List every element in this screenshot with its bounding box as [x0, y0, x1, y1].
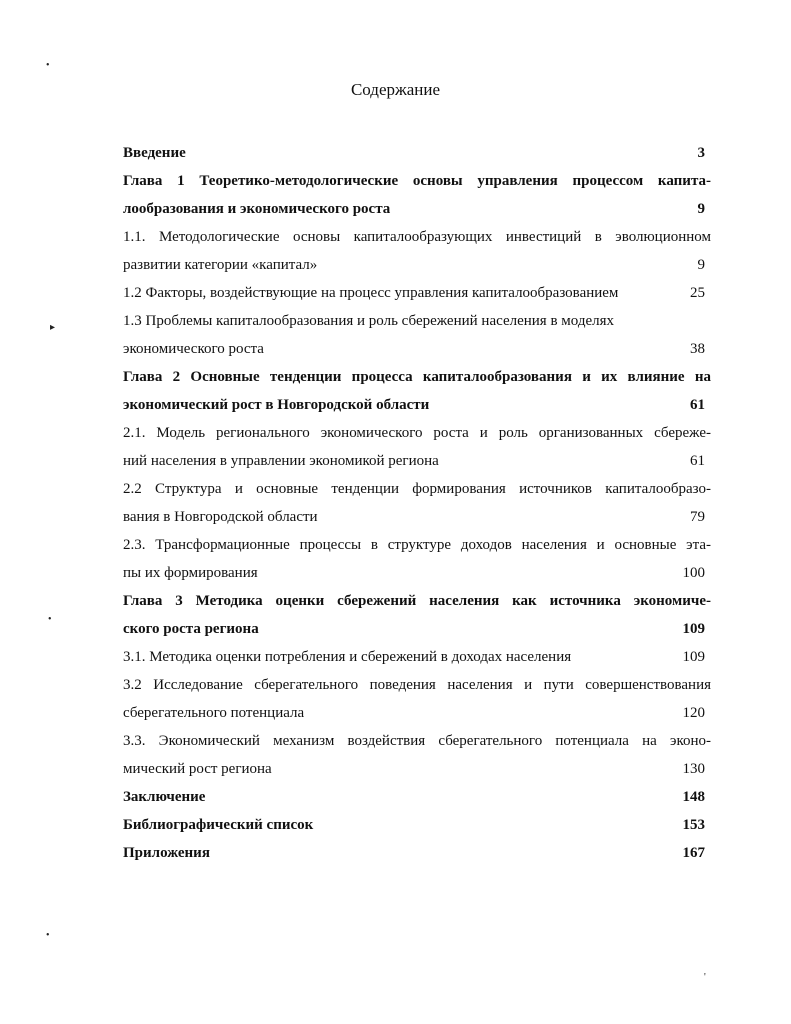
toc-page-number: 109	[682, 621, 705, 637]
toc-entry-text: Библиографический список	[123, 817, 314, 833]
scan-speck: •	[46, 60, 50, 71]
toc-page-number: 38	[690, 341, 705, 357]
toc-entry-section-2-2	[123, 475, 711, 531]
toc-entry-section-2-1	[123, 419, 711, 475]
toc-entry-text: сберегательного потенциала	[123, 705, 305, 721]
toc-entry-text: экономический рост в Новгородской области	[123, 397, 430, 413]
toc-entry-section-1-2	[123, 279, 711, 307]
toc-page-number: 130	[682, 761, 705, 777]
toc-page-number: 153	[682, 817, 705, 833]
toc-entry-text: Заключение	[123, 789, 206, 805]
toc-entry-chapter-3	[123, 587, 711, 643]
toc-entry-section-3-3	[123, 727, 711, 783]
toc-entry-text: 3.2 Исследование сберегательного поведения населения и пути совершенствования	[123, 677, 711, 693]
toc-entry-text: 2.1. Модель регионального экономического роста и роль организованных сбереже-	[123, 425, 711, 441]
toc-entry-chapter-1	[123, 167, 711, 223]
scan-speck: ▸	[50, 322, 56, 333]
toc-entry-text: вания в Новгородской области	[123, 509, 318, 525]
toc-entry-text: 3.3. Экономический механизм воздействия сберегательного потенциала на эконо-	[123, 733, 711, 749]
toc-entry-text: Глава 1 Теоретико-методологические основы управления процессом капита-	[123, 173, 711, 189]
table-of-contents	[123, 139, 711, 867]
toc-page-number: 61	[690, 397, 705, 413]
toc-entry-text: экономического роста	[123, 341, 264, 357]
toc-entry-text: Приложения	[123, 845, 210, 861]
toc-entry-text: Глава 3 Методика оценки сбережений населения как источника экономиче-	[123, 593, 711, 609]
toc-entry-section-1-3	[123, 307, 711, 363]
toc-entry-section-3-1	[123, 643, 711, 671]
toc-entry-text: лообразования и экономического роста	[123, 201, 391, 217]
toc-entry-text: 3.1. Методика оценки потребления и сбережений в доходах населения	[123, 649, 572, 665]
toc-entry-conclusion	[123, 783, 711, 811]
toc-entry-section-2-3	[123, 531, 711, 587]
toc-entry-section-3-2	[123, 671, 711, 727]
toc-entry-text: 1.1. Методологические основы капиталообразующих инвестиций в эволюционном	[123, 229, 711, 245]
toc-page-number: 79	[690, 509, 705, 525]
toc-entry-appendix	[123, 839, 711, 867]
toc-page-number: 9	[697, 257, 705, 273]
toc-page-number: 3	[697, 145, 705, 161]
toc-page-number: 100	[682, 565, 705, 581]
toc-entry-text: 2.3. Трансформационные процессы в структуре доходов населения и основные эта-	[123, 537, 711, 553]
toc-entry-text: Глава 2 Основные тенденции процесса капиталообразования и их влияние на	[123, 369, 711, 385]
toc-page-number: 167	[682, 845, 705, 861]
toc-entry-text: 2.2 Структура и основные тенденции формирования источников капиталообразо-	[123, 481, 711, 497]
toc-page-number: 109	[682, 649, 705, 665]
toc-entry-text: Введение	[123, 145, 186, 161]
toc-page-number: 25	[690, 285, 705, 301]
toc-entry-text: 1.3 Проблемы капиталообразования и роль сбережений населения в моделях	[123, 313, 615, 329]
toc-entry-bibliography	[123, 811, 711, 839]
toc-entry-text: ского роста региона	[123, 621, 259, 637]
scan-speck: •	[48, 614, 52, 625]
page-title: Содержание	[350, 80, 441, 99]
scan-speck: '	[704, 972, 706, 983]
toc-entry-intro	[123, 139, 711, 167]
toc-entry-text: 1.2 Факторы, воздействующие на процесс управления капиталообразованием	[123, 285, 619, 301]
toc-entry-text: ний населения в управлении экономикой региона	[123, 453, 439, 469]
toc-entry-section-1-1	[123, 223, 711, 279]
toc-entry-text: пы их формирования	[123, 565, 258, 581]
scan-speck: •	[46, 930, 50, 941]
toc-entry-text: мический рост региона	[123, 761, 272, 777]
toc-entry-chapter-2	[123, 363, 711, 419]
toc-page-number: 61	[690, 453, 705, 469]
toc-page-number: 120	[682, 705, 705, 721]
toc-entry-text: развитии категории «капитал»	[123, 257, 318, 273]
toc-page-number: 9	[697, 201, 705, 217]
toc-page-number: 148	[682, 789, 705, 805]
